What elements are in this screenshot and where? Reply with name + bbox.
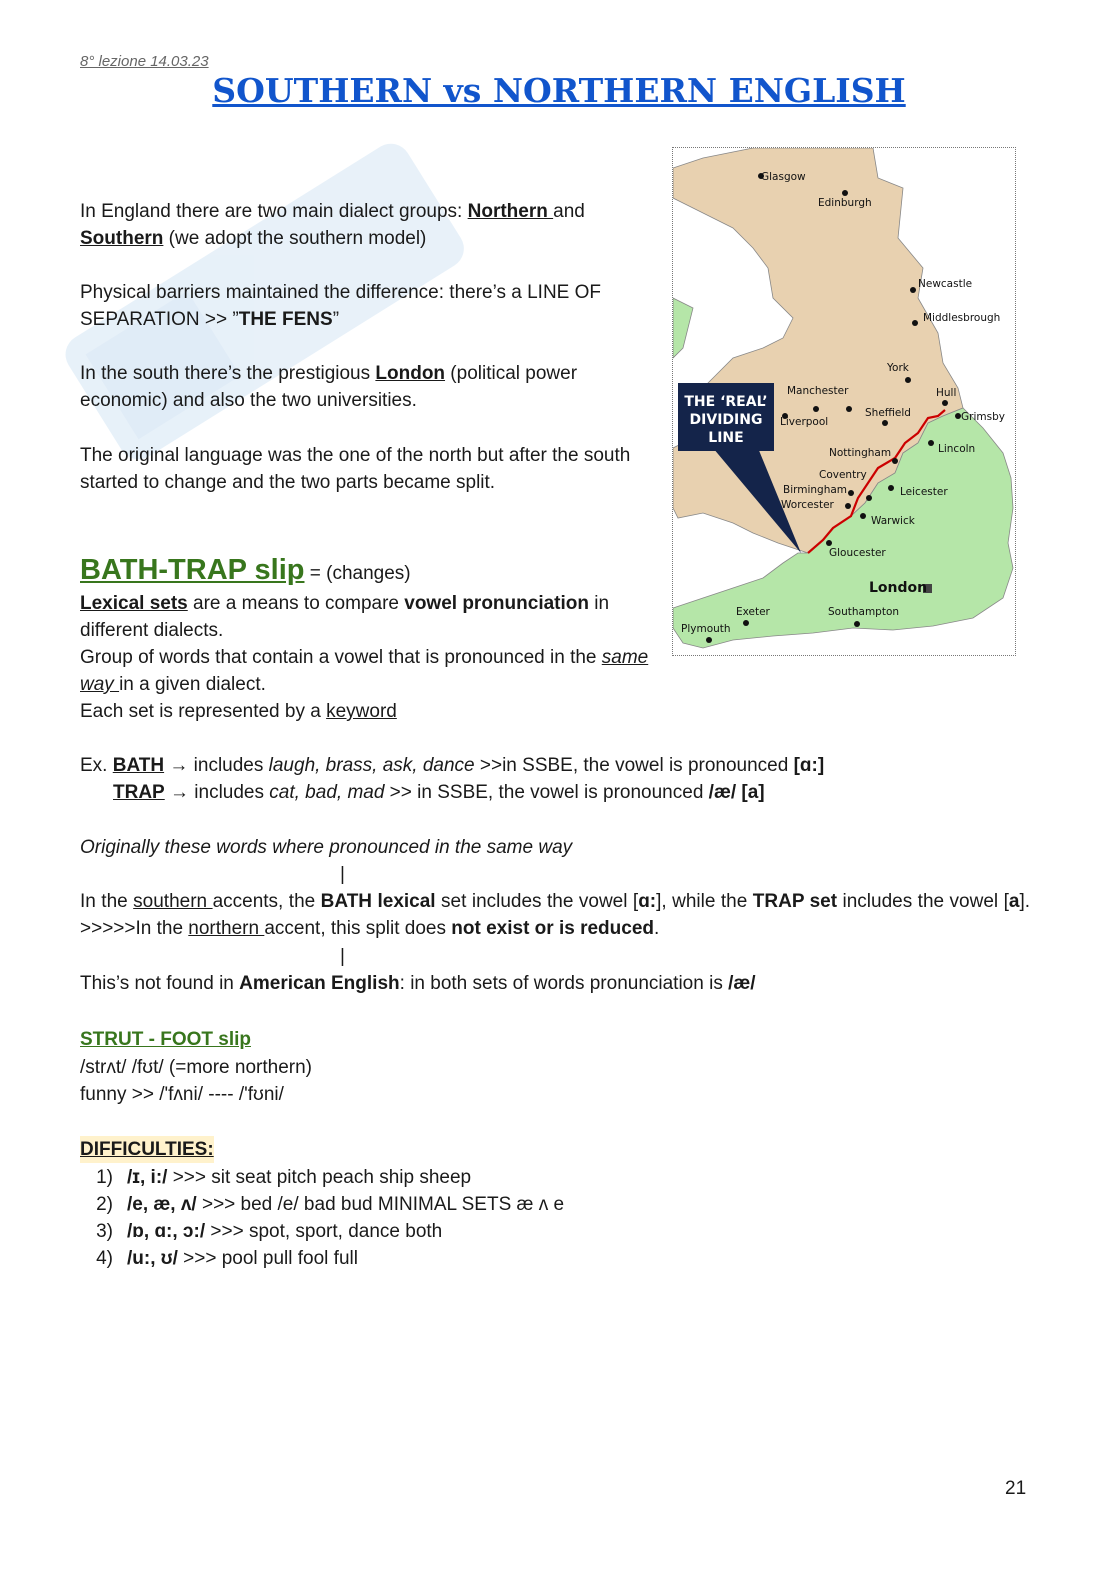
city-london: London [869, 580, 928, 596]
term-not-exist: not exist or is reduced [451, 918, 655, 939]
bath-symbol: [ɑ:] [793, 755, 825, 776]
american-english-paragraph [80, 970, 1030, 997]
list-item [80, 1164, 564, 1191]
city-birmingham: Birmingham [783, 484, 848, 496]
text: → includes [164, 755, 269, 776]
city-dot-plymouth [706, 637, 712, 643]
connector-pipe-2: | [340, 946, 345, 967]
text: >>in SSBE, the vowel is pronounced [474, 755, 794, 776]
bath-trap-heading-row [80, 552, 680, 592]
difficulties-heading: DIFFICULTIES: [80, 1136, 214, 1163]
connector-pipe-1: | [340, 864, 345, 885]
city-dot-warwick [860, 513, 866, 519]
city-dot-manchester [813, 406, 819, 412]
item-number: 3) [96, 1221, 113, 1242]
lexical-sets-paragraph [80, 590, 660, 725]
city-dot-southampton [854, 621, 860, 627]
city-dot-edinburgh [842, 190, 848, 196]
item-text: >>> bed /e/ bad bud MINIMAL SETS æ ʌ e [196, 1194, 565, 1215]
item-number: 1) [96, 1167, 113, 1188]
list-item [80, 1191, 564, 1218]
text: in different dialects. [80, 593, 610, 641]
item-symbol: /ɒ, ɑ:, ɔ:/ [127, 1221, 206, 1242]
city-sheffield: Sheffield [865, 407, 911, 419]
term-lexical-sets: Lexical sets [80, 593, 188, 614]
intro-paragraph-4: The original language was the one of the north but after the south started to change and the two parts became split. [80, 445, 631, 493]
city-warwick: Warwick [871, 515, 915, 527]
city-dot-middlesbrough [912, 320, 918, 326]
symbol-ae: /æ/ [728, 973, 756, 994]
city-gloucester: Gloucester [829, 547, 886, 559]
southern-accent-paragraph [80, 888, 1030, 942]
text: Group of words that contain a vowel that is pronounced in the [80, 647, 602, 668]
intro-paragraph-2 [80, 279, 660, 333]
text: Ex. [80, 755, 113, 776]
text: accents, the [212, 891, 321, 912]
intro-paragraph-3 [80, 360, 660, 414]
city-hull: Hull [936, 387, 957, 399]
text: In the [80, 891, 134, 912]
strut-foot-line-2: funny >> /'fʌni/ ---- /'fʊni/ [80, 1084, 284, 1105]
text: and [553, 201, 585, 222]
text: set includes the vowel [ [435, 891, 639, 912]
text: Each set is represented by a [80, 701, 327, 722]
text: (political power economic) and also the two universities. [80, 363, 578, 411]
city-dot-newcastle [910, 287, 916, 293]
item-text: >>> spot, sport, dance both [205, 1221, 443, 1242]
city-southampton: Southampton [828, 606, 900, 618]
term-the-fens: THE FENS [238, 309, 333, 330]
item-symbol: /ɪ, i:/ [127, 1167, 168, 1188]
text: . [654, 918, 660, 939]
page-number: 21 [1005, 1478, 1027, 1499]
city-edinburgh: Edinburgh [818, 197, 872, 209]
originally-sentence: Originally these words where pronounced in the same way [80, 837, 573, 858]
text: This’s not found in [80, 973, 240, 994]
city-dot-lincoln [928, 440, 934, 446]
text: ]. >>>>>In the [80, 891, 1030, 939]
difficulties-list [80, 1164, 564, 1272]
city-dot-hull [942, 400, 948, 406]
city-dot-leicester [888, 485, 894, 491]
example-trap [113, 779, 1063, 806]
text: ” [332, 309, 340, 330]
city-glasgow: Glasgow [761, 171, 806, 183]
term-southern: southern [133, 891, 213, 912]
item-number: 2) [96, 1194, 113, 1215]
city-worcester: Worcester [781, 499, 834, 511]
city-dot-york [905, 377, 911, 383]
term-same-way: same way [80, 647, 649, 695]
trap-symbol: /æ/ [a] [708, 782, 765, 803]
example-bath [80, 752, 1030, 779]
term-vowel-pronunciation: vowel pronunciation [404, 593, 589, 614]
city-dot-coventry [848, 490, 854, 496]
symbol-a-long: ɑ: [638, 891, 657, 912]
bath-trap-suffix: = (changes) [304, 563, 411, 584]
city-middlesbrough: Middlesbrough [923, 312, 1001, 324]
city-newcastle: Newcastle [918, 278, 973, 290]
text: in a given dialect. [119, 674, 266, 695]
item-text: >>> sit seat pitch peach ship sheep [167, 1167, 472, 1188]
city-dot-exeter [743, 620, 749, 626]
intro-paragraph-1 [80, 198, 660, 252]
keyword-trap: TRAP [113, 782, 165, 803]
callout-line-2: DIVIDING [689, 412, 763, 428]
city-nottingham: Nottingham [829, 447, 892, 459]
text: accent, this split does [264, 918, 452, 939]
city-lincoln: Lincoln [938, 443, 976, 455]
term-london: London [375, 363, 446, 384]
text: : in both sets of words pronunciation is [399, 973, 729, 994]
strut-foot-line-1: /strʌt/ /fʊt/ (=more northern) [80, 1057, 312, 1078]
city-coventry: Coventry [819, 469, 867, 481]
city-dot-birmingham [866, 495, 872, 501]
term-american-english: American English [239, 973, 400, 994]
text: >> in SSBE, the vowel is pronounced [384, 782, 709, 803]
text: (we adopt the southern model) [163, 228, 427, 249]
term-bath-lexical: BATH lexical [320, 891, 436, 912]
city-york: York [887, 362, 909, 374]
city-dot-sheffield-south [882, 420, 888, 426]
city-dot-worcester [845, 503, 851, 509]
text: ], while the [656, 891, 753, 912]
term-southern: Southern [80, 228, 164, 249]
city-dot-sheffield [846, 406, 852, 412]
bath-words: laugh, brass, ask, dance [268, 755, 475, 776]
city-manchester: Manchester [787, 385, 849, 397]
city-exeter: Exeter [736, 606, 770, 618]
trap-words: cat, bad, mad [269, 782, 385, 803]
item-number: 4) [96, 1248, 113, 1269]
item-text: >>> pool pull fool full [177, 1248, 358, 1269]
text: In the south there’s the prestigious [80, 363, 376, 384]
city-dot-gloucester [826, 540, 832, 546]
text: Physical barriers maintained the difference: there’s a LINE OF SEPARATION >> ” [80, 282, 601, 330]
term-keyword: keyword [326, 701, 397, 722]
term-northern: Northern [467, 201, 554, 222]
item-symbol: /u:, ʊ/ [127, 1248, 178, 1269]
city-grimsby: Grimsby [961, 411, 1005, 423]
term-trap-set: TRAP set [752, 891, 838, 912]
text: are a means to compare [187, 593, 405, 614]
callout-line-3: LINE [708, 430, 744, 446]
keyword-bath: BATH [112, 755, 165, 776]
city-leicester: Leicester [900, 486, 948, 498]
lesson-date: 8° lezione 14.03.23 [80, 53, 209, 70]
list-item [80, 1245, 564, 1272]
england-dialect-map [672, 147, 1016, 656]
city-plymouth: Plymouth [681, 623, 731, 635]
list-item [80, 1218, 564, 1245]
text: → includes [164, 782, 270, 803]
page-title: SOUTHERN vs NORTHERN ENGLISH [212, 71, 906, 110]
callout-line-1: THE ‘REAL’ [684, 394, 768, 410]
city-dot-nottingham [892, 458, 898, 464]
symbol-a: a [1008, 891, 1020, 912]
term-northern: northern [188, 918, 265, 939]
strut-foot-heading: STRUT - FOOT slip [80, 1029, 251, 1050]
city-liverpool: Liverpool [780, 416, 829, 428]
text: In England there are two main dialect groups: [80, 201, 468, 222]
bath-trap-heading: BATH-TRAP slip [80, 554, 305, 586]
item-symbol: /e, æ, ʌ/ [127, 1194, 197, 1215]
text: includes the vowel [ [837, 891, 1009, 912]
